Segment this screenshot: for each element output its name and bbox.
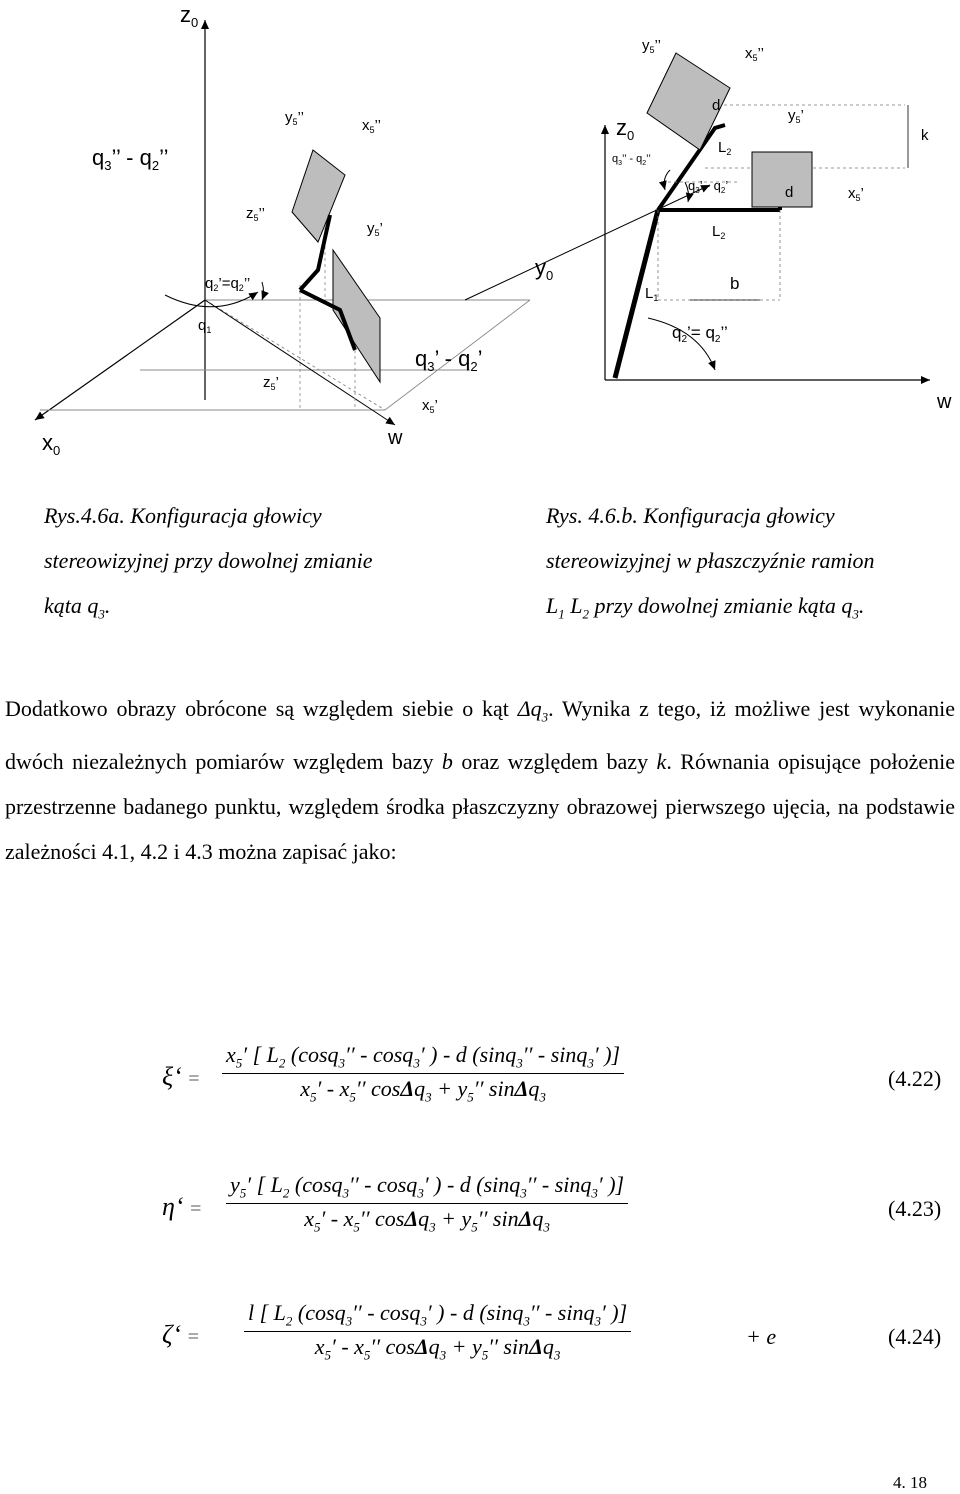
- svg-text:x5’’: $x_5$’’: [745, 45, 764, 63]
- svg-text:y5’: $y_5$’: [367, 220, 383, 238]
- figures-svg: [0, 0, 960, 470]
- eq22-lhs: ξ‘: [162, 1062, 182, 1091]
- svg-text:z5’’: $z_5$’’: [246, 205, 265, 223]
- svg-text:y0: $y_0$: [535, 255, 554, 283]
- eq24-lhs: ζ‘: [162, 1320, 182, 1349]
- axis-y0-b: [465, 185, 710, 300]
- svg-text:w: w: [937, 391, 952, 413]
- eq24-fraction: $\frac{l [ L_2 (\cos q_3'' - \cos q_3' ) - d (\sin q_3'' - \sin q_3' )]}{x_5' - x_5'' \cos\Delta q_3 + y_5'' \sin\Delta q_3}$: [244, 1300, 631, 1364]
- figure-a: [35, 2, 530, 458]
- svg-text:q3’ - q2’: $q_3$’ - $q_2$’: [415, 346, 483, 374]
- eq23-fraction: $\frac{y_5' [ L_2 (\cos q_3'' - \cos q_3' ) - d (\sin q_3'' - \sin q_3' )]}{x_5' - x_5'' \cos\Delta q_3 + y_5'' \sin\Delta q_3}$: [226, 1172, 628, 1236]
- svg-text:z0: $z_0$: [616, 115, 635, 143]
- svg-text:x5’: $x_5$’: [422, 397, 438, 415]
- equation-4-22: ξ‘ = $\frac{x_5' [ L_2 (\cos q_3'' - \cos q_3' ) - d (\sin q_3'' - \sin q_3' )]}{x_5' - x_5'' \cos\Delta q_3 + y_5'' \sin\Delta q_3}$ (4.22): [162, 1042, 942, 1105]
- camera-lower-b: [752, 152, 812, 207]
- caption-figure-b: [546, 493, 875, 636]
- svg-text:q1: $q_1$: [198, 317, 212, 335]
- body-paragraph: Dodatkowo obrazy obrócone są względem siebie o kąt $\Delta q_3$. Wynika z tego, iż możliwe jest wykonanie dwóch niezależnych pomiarów względem bazy b oraz względem bazy k. Równania opisujące położenie przestrzenne badanego punktu, względem środka płaszczyzny obrazowej pierwszego ujęcia, na podstawie zależności 4.1, 4.2 i 4.3 można zapisać jako:: [5, 696, 956, 865]
- svg-text:L2: $L_2$: [718, 139, 732, 157]
- svg-text:w: w: [388, 427, 403, 449]
- svg-text:y5’: $y_5$’: [788, 107, 804, 125]
- svg-text:z0: $z_0$: [180, 2, 199, 30]
- camera-plane-upper: [292, 150, 345, 242]
- camera-plane-lower: [333, 250, 380, 382]
- figure-b: [465, 37, 952, 413]
- angle-q3-arc: [262, 282, 264, 300]
- svg-text:z5’: $z_5$’: [263, 374, 279, 392]
- caption-b-line2: stereowizyjnej w płaszczyźnie ramion: [546, 548, 875, 573]
- eq22-fraction: $\frac{x_5' [ L_2 (\cos q_3'' - \cos q_3' ) - d (\sin q_3'' - \sin q_3' )]}{x_5' - x_5'' \cos\Delta q_3 + y_5'' \sin\Delta q_3}$: [222, 1042, 624, 1106]
- eq24-plus-e: + e: [746, 1324, 777, 1349]
- svg-text:q2’= q2’’: $q_2’= q_2$’’: [672, 323, 728, 345]
- svg-text:x5’’: $x_5$’’: [362, 117, 381, 135]
- svg-text:b: b: [730, 274, 740, 293]
- caption-a-line3: kąta $q_3$.: [44, 593, 111, 622]
- svg-text:d: d: [785, 184, 794, 201]
- svg-text:x5’: $x_5$’: [848, 185, 864, 203]
- eq22-tag: (4.22): [888, 1066, 942, 1091]
- caption-figure-a: [44, 493, 373, 636]
- caption-b-line1: Rys. 4.6.b. Konfiguracja głowicy: [546, 503, 835, 528]
- caption-a-line2: stereowizyjnej przy dowolnej zmianie: [44, 548, 373, 573]
- svg-text:x0: $x_0$: [42, 430, 61, 458]
- svg-text:q3’ - q2’: $q_3$’ - $q_2$’: [688, 178, 729, 195]
- svg-text:y5’’: $y_5$’’: [642, 37, 661, 55]
- axis-x0: [35, 300, 205, 420]
- svg-text:L1: $L_1$: [645, 285, 659, 303]
- svg-text:L2: $L_2$: [712, 223, 726, 241]
- equation-4-23: η‘ = $\frac{y_5' [ L_2 (\cos q_3'' - \cos q_3' ) - d (\sin q_3'' - \sin q_3' )]}{x_5' - x_5'' \cos\Delta q_3 + y_5'' \sin\Delta q_3}$ (4.23): [162, 1172, 942, 1235]
- svg-text:d: d: [712, 97, 721, 114]
- svg-text:q3’’ - q2’’: $q_3$’’ - $q_2$’’: [612, 153, 651, 167]
- svg-text:q2’=q2’’: $q_2’=q_2$’’: [205, 275, 251, 293]
- svg-text:y5’’: $y_5$’’: [285, 109, 304, 127]
- angle-q3q2pp-arc-b: [664, 170, 670, 190]
- equation-4-24: ζ‘ = $\frac{l [ L_2 (\cos q_3'' - \cos q_3' ) - d (\sin q_3'' - \sin q_3' )]}{x_5' - x_5'' \cos\Delta q_3 + y_5'' \sin\Delta q_3}$ + e (4.24): [162, 1300, 942, 1363]
- eq23-lhs: η‘: [162, 1192, 184, 1221]
- svg-text:q3’’ - q2’’: $q_3$’’ - $q_2$’’: [92, 145, 169, 173]
- eq24-tag: (4.24): [888, 1324, 942, 1349]
- svg-text:k: k: [921, 127, 929, 144]
- caption-b-line3: $L_1$ $L_2$ przy dowolnej zmianie kąta $q_3$.: [546, 593, 865, 622]
- eq23-tag: (4.23): [888, 1196, 942, 1221]
- page-number: 4. 18: [893, 1473, 927, 1492]
- caption-a-line1: Rys.4.6a. Konfiguracja głowicy: [44, 503, 322, 528]
